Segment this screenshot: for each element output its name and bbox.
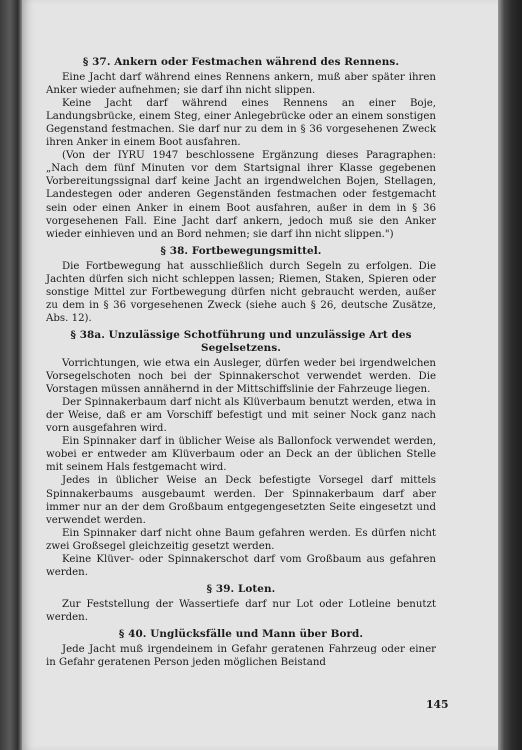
book-spine-shadow — [498, 0, 522, 750]
section-heading: § 38a. Unzulässige Schotführung und unzulässige Art des Segelsetzens. — [70, 328, 412, 354]
section-heading: § 38. Fortbewegungsmittel. — [160, 244, 322, 257]
paragraph: Die Fortbewegung hat ausschließlich durch Segeln zu erfolgen. Die Jachten dürfen sich nicht schleppen lassen; Riemen, Staken, Spieren oder sonstige Mittel zur Fortbewegung dürfen nicht gebraucht werden, außer zu dem in § 36 vorgesehenen Zweck (siehe auch § 26, deutsche Zusätze, Abs. 12). — [46, 260, 436, 324]
paragraph: Keine Klüver- oder Spinnakerschot darf vom Großbaum aus gefahren werden. — [46, 553, 436, 578]
section-38 — [46, 245, 436, 325]
paragraph: Zur Feststellung der Wassertiefe darf nur Lot oder Lotleine benutzt werden. — [46, 598, 436, 623]
paragraph: Eine Jacht darf während eines Rennens ankern, muß aber später ihren Anker wieder aufnehmen; sie darf ihn nicht slippen. — [46, 72, 436, 97]
page-content — [46, 52, 436, 669]
paragraph: Vorrichtungen, wie etwa ein Ausleger, dürfen weder bei irgendwelchen Vorsegelschoten noch bei der Spinnakerschot verwendet werden. Die Vorstagen müssen annähernd in der Mittschiffslinie der Fahrzeuge liegen. — [46, 358, 436, 396]
section-heading: § 37. Ankern oder Festmachen während des Rennens. — [82, 56, 400, 68]
section-38a — [46, 329, 436, 579]
section-40 — [46, 628, 436, 669]
paragraph: Ein Spinnaker darf in üblicher Weise als Ballonfock verwendet werden, wobei er entweder am Klüverbaum oder an Deck an der üblichen Stelle mit seinem Hals festgemacht wird. — [46, 436, 436, 474]
paragraph: Jedes in üblicher Weise an Deck befestigte Vorsegel darf mittels Spinnakerbaums ausgebaumt werden. Der Spinnakerbaum darf aber immer nur an der dem Großbaum entgegengesetzten Seite eingesetzt und verwendet werden. — [46, 475, 436, 526]
paragraph: (Von der IYRU 1947 beschlossene Ergänzung dieses Paragraphen: „Nach dem fünf Minuten vor dem Startsignal ihrer Klasse gegebenen Vorbereitungssignal darf keine Jacht an irgendwelchen Bojen, Stellagen, Landestegen oder anderen Gegenständen festmachen oder festgemacht sein oder einen Anker in einem Boot ausfahren, außer in dem in § 36 vorgesehenen Fall. Eine Jacht darf ankern, jedoch muß sie den Anker wieder einhieven und an Bord nehmen; sie darf ihn nicht slippen.") — [46, 150, 436, 240]
paragraph: Ein Spinnaker darf nicht ohne Baum gefahren werden. Es dürfen nicht zwei Großsegel gleichzeitig gesetzt werden. — [46, 527, 436, 552]
paragraph: Jede Jacht muß irgendeinem in Gefahr geratenen Fahrzeug oder einer in Gefahr geratenen Person jeden möglichen Beistand — [46, 644, 436, 669]
paragraph: Der Spinnakerbaum darf nicht als Klüverbaum benutzt werden, etwa in der Weise, daß er am Vorschiff befestigt und mit seiner Nock ganz nach vorn ausgefahren wird. — [46, 397, 436, 435]
section-heading: § 39. Loten. — [206, 582, 276, 595]
page-number: 145 — [426, 698, 449, 711]
book-page — [22, 0, 500, 750]
section-heading: § 40. Unglücksfälle und Mann über Bord. — [118, 627, 364, 640]
paragraph: Keine Jacht darf während eines Rennens an einer Boje, Landungsbrücke, einem Steg, einer Anlegebrücke oder an einem sonstigen Gegenstand festmachen. Sie darf nur zu dem in § 36 vorgesehenen Zweck ihren Anker in einem Boot ausfahren. — [46, 98, 436, 149]
section-37 — [46, 56, 436, 241]
section-39 — [46, 583, 436, 624]
